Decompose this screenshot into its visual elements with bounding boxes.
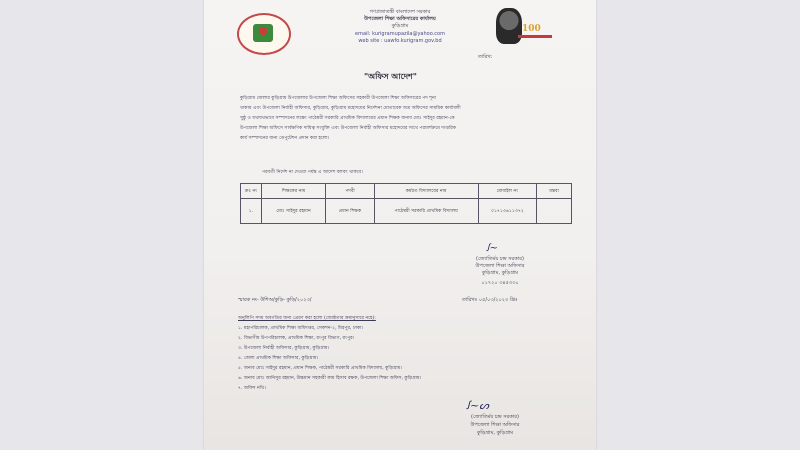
header-date-label: তারিখ: xyxy=(478,54,493,60)
cell-remarks xyxy=(537,199,572,224)
notice-line: পরবর্তী নির্দেশ না দেওয়া পর্যন্ত এ আদেশ বলবৎ থাকবে। xyxy=(262,170,363,175)
signatory-name-1: (জ্যোতির্ময় চন্দ্র সরকার) xyxy=(476,256,524,262)
cell-designation: প্রধান শিক্ষক xyxy=(326,199,375,224)
col-serial: ক্রঃ নং xyxy=(241,184,262,199)
signatory-designation-1: উপজেলা শিক্ষা অফিসার xyxy=(475,263,525,269)
col-mobile: মোবাইল নং xyxy=(478,184,537,199)
signature-mark-1: ꭍ~ xyxy=(486,243,498,254)
col-school-name: কর্মরত বিদ্যালয়ের নাম xyxy=(374,184,478,199)
distribution-item: ১. মহাপরিচালক, প্রাথমিক শিক্ষা অধিদপ্তর, সেকশন-২, মিরপুর, ঢাকা। xyxy=(238,326,364,331)
col-remarks: মন্তব্য xyxy=(537,184,572,199)
body-line-5: কার্য সম্পাদনের জন্য ডেপুটেশন প্রদান করা হলো। xyxy=(240,136,330,141)
seal-sun-mark xyxy=(259,27,267,35)
header-government: গণপ্রজাতন্ত্রী বাংলাদেশ সরকার xyxy=(369,9,431,15)
signatory-office-1: কুড়িগ্রাম, কুড়িগ্রাম xyxy=(481,270,519,276)
table-header-row xyxy=(241,184,572,199)
signatory-phone-1: ০১৭২০ ৩৪৫৩৩০ xyxy=(481,280,519,286)
header-office: উপজেলা শিক্ষা অফিসারের কার্যালয় xyxy=(364,16,436,22)
memo-date: তারিখঃ ০৫/০৩/২০২৩ খ্রিঃ xyxy=(462,297,518,303)
distribution-item: ৪. জেলা প্রাথমিক শিক্ষা অফিসার, কুড়িগ্রাম। xyxy=(238,356,319,361)
body-line-4: উপজেলা শিক্ষা অফিসে সার্বক্ষণিক দায়িত্ব সংযুক্তি এবং উপজেলা নির্বাহী অফিসার মহোদয়ের সাথে পরামর্শক্রমে দাপ্তরিক xyxy=(240,126,456,131)
left-margin-background xyxy=(0,0,204,450)
header-location: কুড়িগ্রাম xyxy=(391,23,409,29)
office-seal-logo xyxy=(237,13,291,55)
body-line-1: কুড়িগ্রাম জেলার কুড়িগ্রাম উপজেলার উপজেলা শিক্ষা অফিসের সহকারী উপজেলা শিক্ষা অফিসারের পদ শূন্য xyxy=(240,96,437,101)
distribution-item: ৭. অফিস নথি। xyxy=(238,386,266,391)
col-designation: পদবী xyxy=(326,184,375,199)
logo-100-text: 100 xyxy=(522,24,541,34)
logo-stripe xyxy=(518,35,552,38)
signatory-designation-2: উপজেলা শিক্ষা অফিসার xyxy=(470,422,520,428)
body-line-2: থাকায় এবং উপজেলা নির্বাহী অফিসার, কুড়িগ্রাম, কুড়িগ্রাম মহোদয়ের নির্দেশনা মোতাবেক অত্র অফিসের সাময়িক কার্যাবলী xyxy=(240,106,461,111)
signature-mark-2: ꭍ~ᔕ xyxy=(466,399,489,412)
header-email: email: kurigramupazila@yahoo.com xyxy=(355,31,445,37)
distribution-item: ২. বিভাগীয় উপপরিচালক, প্রাথমিক শিক্ষা, রংপুর বিভাগ, রংপুর। xyxy=(238,336,355,341)
cell-teacher-name: মোঃ সাইদুর রহমান xyxy=(261,199,325,224)
body-line-3: সুষ্ঠু ও যথাযথভাবে সম্পাদনের লক্ষ্যে পাঠেশ্বরী সরকারি প্রাথমিক বিদ্যালয়ের প্রধান শিক্ষক জনাব মোঃ সাইদুর রহমান-কে xyxy=(240,116,455,121)
distribution-heading: অনুলিপি সদয় অবগতির জন্য প্রেরণ করা হলো (জ্যেষ্ঠতার ক্রমানুসারে নহে): xyxy=(238,316,376,321)
distribution-item: ৫. জনাব মোঃ সাইদুর রহমান, প্রধান শিক্ষক, পাঠেশ্বরী সরকারি প্রাথমিক বিদ্যালয়, কুড়িগ্রাম। xyxy=(238,366,402,371)
document-title: "অফিস আদেশ" xyxy=(364,71,417,81)
right-margin-background xyxy=(596,0,800,450)
cell-serial: ১. xyxy=(241,199,262,224)
col-teacher-name: শিক্ষকের নাম xyxy=(261,184,325,199)
cell-school-name: পাঠেশ্বরী সরকারি প্রাথমিক বিদ্যালয় xyxy=(374,199,478,224)
distribution-item: ৬. জনাব মোঃ আনিসুর রহমান, উচ্চমান সহকারী কাম হিসাব রক্ষক, উপজেলা শিক্ষা অফিস, কুড়িগ্রাম। xyxy=(238,376,422,381)
memo-number: স্মারক নং- উশিঅ/কুড়ি- কুড়ি/২০২৩/ xyxy=(238,297,312,303)
distribution-item: ৩. উপজেলা নির্বাহী অফিসার, কুড়িগ্রাম, কুড়িগ্রাম। xyxy=(238,346,330,351)
signatory-name-2: (জ্যোতির্ময় চন্দ্র সরকার) xyxy=(471,414,519,420)
cell-mobile: ০১৭১৩৬১১৩৭২ xyxy=(478,199,537,224)
header-website: web site : uawfo.kurigram.gov.bd xyxy=(358,38,442,44)
signatory-office-2: কুড়িগ্রাম, কুড়িগ্রাম xyxy=(476,430,514,436)
assignment-table xyxy=(240,183,572,224)
document-page xyxy=(204,0,596,450)
table-row xyxy=(241,199,572,224)
